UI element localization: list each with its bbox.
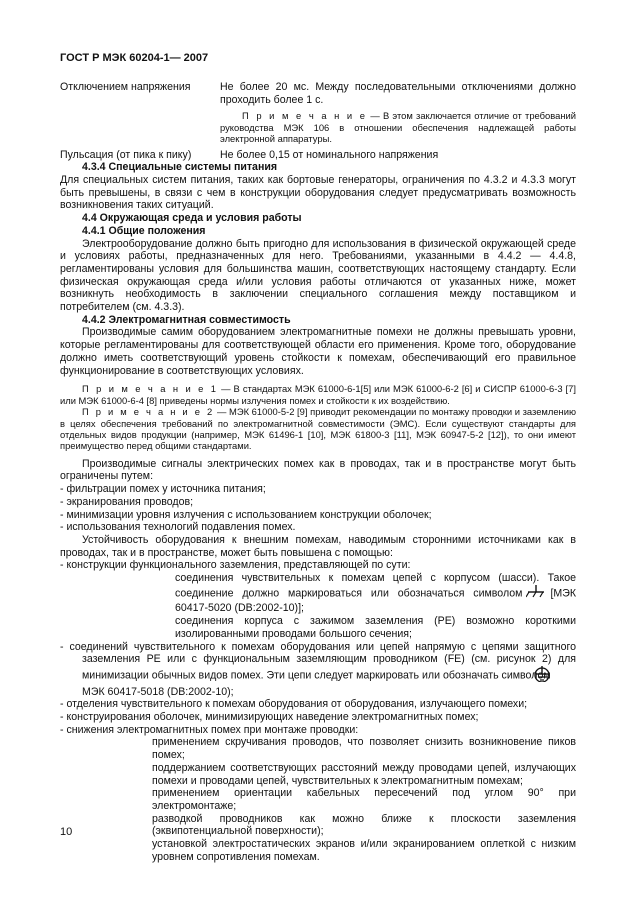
note-text: — В этом заключается отличие от требований руководства МЭК 106 в отношении обеспечения надлежащей работы электронной аппаратуры. bbox=[220, 110, 576, 145]
section-442-text3: Устойчивость оборудования к внешним помехам, наводимым сторонними источниками как в проводах, так и в пространстве, может быть повышена с помощью: bbox=[60, 533, 576, 559]
list-sub-item: применением скручивания проводов, что позволяет снизить возникновение пиков помех; bbox=[152, 736, 576, 762]
list-item: - использования технологий подавления помех. bbox=[60, 521, 296, 534]
section-442-text2: Производимые сигналы электрических помех как в проводах, так и в пространстве могут быть ограничены путем: bbox=[60, 457, 576, 483]
list-item: - фильтрации помех у источника питания; bbox=[60, 483, 266, 496]
switchoff-definition bbox=[60, 81, 576, 106]
section-441-text: Электрооборудование должно быть пригодно для использования в физической окружающей среде и условиях работы, предназначенных для него. Требованиями, указанными в 4.4.2 — 4.4.8, регламентированы условия для большинства машин, соответствующих настоящему стандарту. Если физическая окружающая среда и/или условия работы отличаются от указанных ниже, может возникнуть необходимость в заключении специального соглашения между поставщиком и потребителем (см. 4.3.3). bbox=[60, 237, 576, 314]
section-44-heading: 4.4 Окружающая среда и условия работы bbox=[82, 212, 302, 225]
list-item: - конструкции функционального заземления, представляющей по сути: bbox=[60, 559, 411, 572]
list-item: - отделения чувствительного к помехам оборудования от оборудования, излучающего помехи; bbox=[60, 698, 528, 711]
list-sub-item: установкой электростатических экранов и/или экранированием оплеткой с низким уровнем сопротивления помехам. bbox=[152, 838, 576, 863]
section-434-heading: 4.3.4 Специальные системы питания bbox=[82, 161, 278, 174]
switchoff-note bbox=[220, 110, 576, 144]
list-item: - соединений чувствительного к помехам оборудования или цепей напрямую с цепями защитного заземления РЕ или с функциональным заземляющим проводником (FE) (см. рисунок 2) для минимизации обычных видов помех. Эти цепи следует маркировать или обозначать символом МЭК 60417-5018 (DB:2002-10); bbox=[60, 640, 576, 698]
section-434-text: Для специальных систем питания, таких как бортовые генераторы, ограничения по 4.3.2 и 4.3.3 могут быть превышены, в связи с чем в конструкции оборудования следует предусматривать возможность возникновения таких ситуаций. bbox=[60, 174, 576, 212]
list-item: - минимизации уровня излучения с использованием конструкции оболочек; bbox=[60, 508, 432, 521]
list-sub-item: поддержанием соответствующих расстояний между проводами цепей, излучающих помехи и проводами цепей, чувствительных к электромагнитным помехам; bbox=[152, 761, 576, 787]
note-2-label: П р и м е ч а н и е 2 bbox=[82, 406, 215, 418]
chassis-ground-icon bbox=[526, 585, 546, 603]
list-item: - конструирования оболочек, минимизирующих наведение электромагнитных помех; bbox=[60, 711, 479, 724]
note-1-label: П р и м е ч а н и е 1 bbox=[82, 383, 219, 395]
note-2-text: — МЭК 61000-5-2 [9] приводит рекомендации по монтажу проводки и заземлению в целях обеспечения требований по электромагнитной совместимости (ЭМС). Если существуют стандарты для отдельных видов продукции (например, МЭК 61496-1 [10], МЭК 61800-3 [11], МЭК 60947-5-2 [12]), то они имеют преимущество перед общими стандартами. bbox=[60, 406, 576, 452]
note-label: П р и м е ч а н и е bbox=[242, 110, 368, 122]
document-body bbox=[60, 81, 576, 864]
list-sub-item: соединения корпуса с зажимом заземления (РЕ) возможно короткими изолированными проводами большого сечения; bbox=[175, 615, 576, 640]
section-442-text1: Производимые самим оборудованием электромагнитные помехи не должны превышать уровни, которые регламентированы для соответствующей области его применения. Кроме того, оборудование должно иметь соответствующий уровень стойкости к помехам, обеспечивающий его правильное функционирование в соответствующих условиях. bbox=[60, 326, 576, 377]
ripple-value: Не более 0,15 от номинального напряжения bbox=[220, 148, 439, 161]
note-1-text: — В стандартах МЭК 61000-6-1[5] или МЭК 61000-6-2 [6] и СИСПР 61000-6-3 [7] или МЭК 61000-6-4 [8] приведены нормы излучения помех и стойкости к их воздействию. bbox=[60, 383, 576, 406]
list-item: - экранирования проводов; bbox=[60, 495, 194, 508]
section-442-heading: 4.4.2 Электромагнитная совместимость bbox=[82, 313, 291, 326]
section-441-heading: 4.4.1 Общие положения bbox=[82, 224, 206, 237]
page-number: 10 bbox=[60, 826, 73, 838]
list-sub-item: соединения чувствительных к помехам цепей с корпусом (шасси). Такое соединение должно маркироваться или обозначаться символом [МЭК 60417-5020 (DB:2002-10)]; bbox=[175, 572, 576, 615]
list-sub-item: применением ориентации кабельных пересечений под углом 90° при электромонтаже; bbox=[152, 787, 576, 812]
ripple-term: Пульсация (от пика к пику) bbox=[60, 148, 192, 161]
page-header: ГОСТ Р МЭК 60204-1— 2007 bbox=[60, 52, 209, 64]
switchoff-value: Не более 20 мс. Между последовательными отключениями должно проходить более 1 с. bbox=[220, 81, 576, 106]
list-sub-item: разводкой проводников как можно ближе к плоскости заземления (эквипотенциальной поверхности); bbox=[152, 812, 576, 838]
ripple-definition bbox=[60, 149, 576, 162]
emc-note-1 bbox=[60, 383, 576, 406]
emc-note-2 bbox=[60, 406, 576, 452]
list-item: - снижения электромагнитных помех при монтаже проводки: bbox=[60, 723, 359, 736]
switchoff-term: Отключением напряжения bbox=[60, 81, 191, 93]
